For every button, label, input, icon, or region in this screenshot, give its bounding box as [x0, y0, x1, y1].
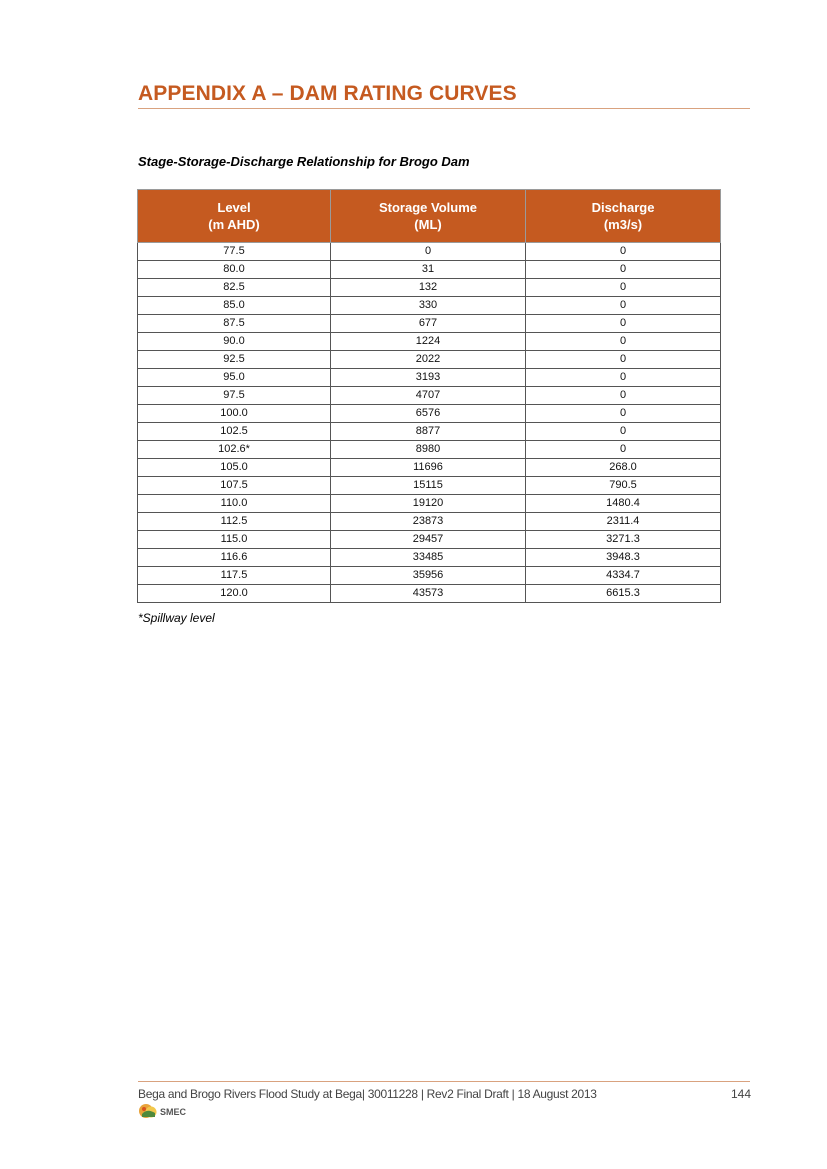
cell-storage-volume: 1224 [331, 333, 526, 351]
cell-storage-volume: 23873 [331, 513, 526, 531]
cell-level: 100.0 [138, 405, 331, 423]
cell-storage-volume: 4707 [331, 387, 526, 405]
table-row [138, 279, 721, 297]
table-row [138, 315, 721, 333]
table-row [138, 261, 721, 279]
table-row [138, 333, 721, 351]
page-number: 144 [731, 1087, 752, 1101]
cell-level: 107.5 [138, 477, 331, 495]
table-row [138, 549, 721, 567]
cell-discharge: 0 [526, 423, 721, 441]
column-header-unit: (ML) [414, 217, 442, 232]
cell-level: 115.0 [138, 531, 331, 549]
cell-level: 117.5 [138, 567, 331, 585]
cell-level: 80.0 [138, 261, 331, 279]
cell-discharge: 268.0 [526, 459, 721, 477]
cell-discharge: 0 [526, 261, 721, 279]
cell-level: 95.0 [138, 369, 331, 387]
table-row [138, 459, 721, 477]
cell-storage-volume: 31 [331, 261, 526, 279]
cell-storage-volume: 132 [331, 279, 526, 297]
cell-storage-volume: 8980 [331, 441, 526, 459]
table-row [138, 513, 721, 531]
cell-discharge: 790.5 [526, 477, 721, 495]
appendix-heading: APPENDIX A – DAM RATING CURVES [138, 82, 517, 105]
table-row [138, 369, 721, 387]
cell-level: 97.5 [138, 387, 331, 405]
table-row [138, 297, 721, 315]
cell-storage-volume: 15115 [331, 477, 526, 495]
table-row [138, 351, 721, 369]
smec-logo [138, 1102, 202, 1120]
cell-level: 120.0 [138, 585, 331, 603]
cell-level: 102.5 [138, 423, 331, 441]
table-row [138, 495, 721, 513]
cell-storage-volume: 0 [331, 243, 526, 261]
cell-storage-volume: 677 [331, 315, 526, 333]
heading-divider [138, 108, 750, 109]
rating-table [137, 189, 721, 603]
cell-discharge: 0 [526, 333, 721, 351]
cell-discharge: 3271.3 [526, 531, 721, 549]
footer-text: Bega and Brogo Rivers Flood Study at Bega| 30011228 | Rev2 Final Draft | 18 August 2013 [138, 1087, 597, 1101]
cell-level: 85.0 [138, 297, 331, 315]
column-header-level [138, 190, 331, 243]
cell-discharge: 0 [526, 243, 721, 261]
cell-storage-volume: 3193 [331, 369, 526, 387]
cell-level: 116.6 [138, 549, 331, 567]
cell-discharge: 0 [526, 387, 721, 405]
cell-discharge: 0 [526, 315, 721, 333]
cell-level: 77.5 [138, 243, 331, 261]
column-header-discharge [526, 190, 721, 243]
table-row [138, 585, 721, 603]
column-header-storage-volume [331, 190, 526, 243]
cell-storage-volume: 43573 [331, 585, 526, 603]
cell-discharge: 1480.4 [526, 495, 721, 513]
cell-discharge: 0 [526, 369, 721, 387]
cell-discharge: 0 [526, 279, 721, 297]
table-row [138, 531, 721, 549]
table-row [138, 423, 721, 441]
cell-level: 82.5 [138, 279, 331, 297]
cell-level: 102.6* [138, 441, 331, 459]
table-row [138, 567, 721, 585]
column-header-line: Storage Volume [378, 200, 477, 215]
cell-level: 87.5 [138, 315, 331, 333]
table-row [138, 441, 721, 459]
column-header-unit: (m3/s) [603, 217, 643, 232]
cell-storage-volume: 19120 [331, 495, 526, 513]
table-row [138, 243, 721, 261]
cell-discharge: 0 [526, 441, 721, 459]
table-header-row [138, 190, 721, 243]
cell-discharge: 0 [526, 297, 721, 315]
table-caption: Stage-Storage-Discharge Relationship for Brogo Dam [138, 154, 470, 169]
cell-storage-volume: 11696 [331, 459, 526, 477]
footnote: *Spillway level [138, 611, 215, 625]
table-header [138, 190, 721, 243]
column-header-line: Discharge [591, 200, 655, 215]
table-row [138, 477, 721, 495]
cell-level: 112.5 [138, 513, 331, 531]
column-header-line: Level [217, 200, 251, 215]
cell-level: 90.0 [138, 333, 331, 351]
logo-text: SMEC [160, 1107, 187, 1117]
cell-storage-volume: 35956 [331, 567, 526, 585]
cell-discharge: 4334.7 [526, 567, 721, 585]
cell-storage-volume: 6576 [331, 405, 526, 423]
cell-discharge: 3948.3 [526, 549, 721, 567]
cell-discharge: 0 [526, 405, 721, 423]
cell-level: 105.0 [138, 459, 331, 477]
column-header-unit: (m AHD) [208, 217, 260, 232]
cell-discharge: 6615.3 [526, 585, 721, 603]
cell-storage-volume: 8877 [331, 423, 526, 441]
cell-discharge: 0 [526, 351, 721, 369]
cell-level: 92.5 [138, 351, 331, 369]
cell-discharge: 2311.4 [526, 513, 721, 531]
cell-level: 110.0 [138, 495, 331, 513]
footer-divider [138, 1081, 750, 1082]
cell-storage-volume: 2022 [331, 351, 526, 369]
cell-storage-volume: 29457 [331, 531, 526, 549]
cell-storage-volume: 330 [331, 297, 526, 315]
cell-storage-volume: 33485 [331, 549, 526, 567]
table-row [138, 405, 721, 423]
table-row [138, 387, 721, 405]
table-body [138, 243, 721, 603]
